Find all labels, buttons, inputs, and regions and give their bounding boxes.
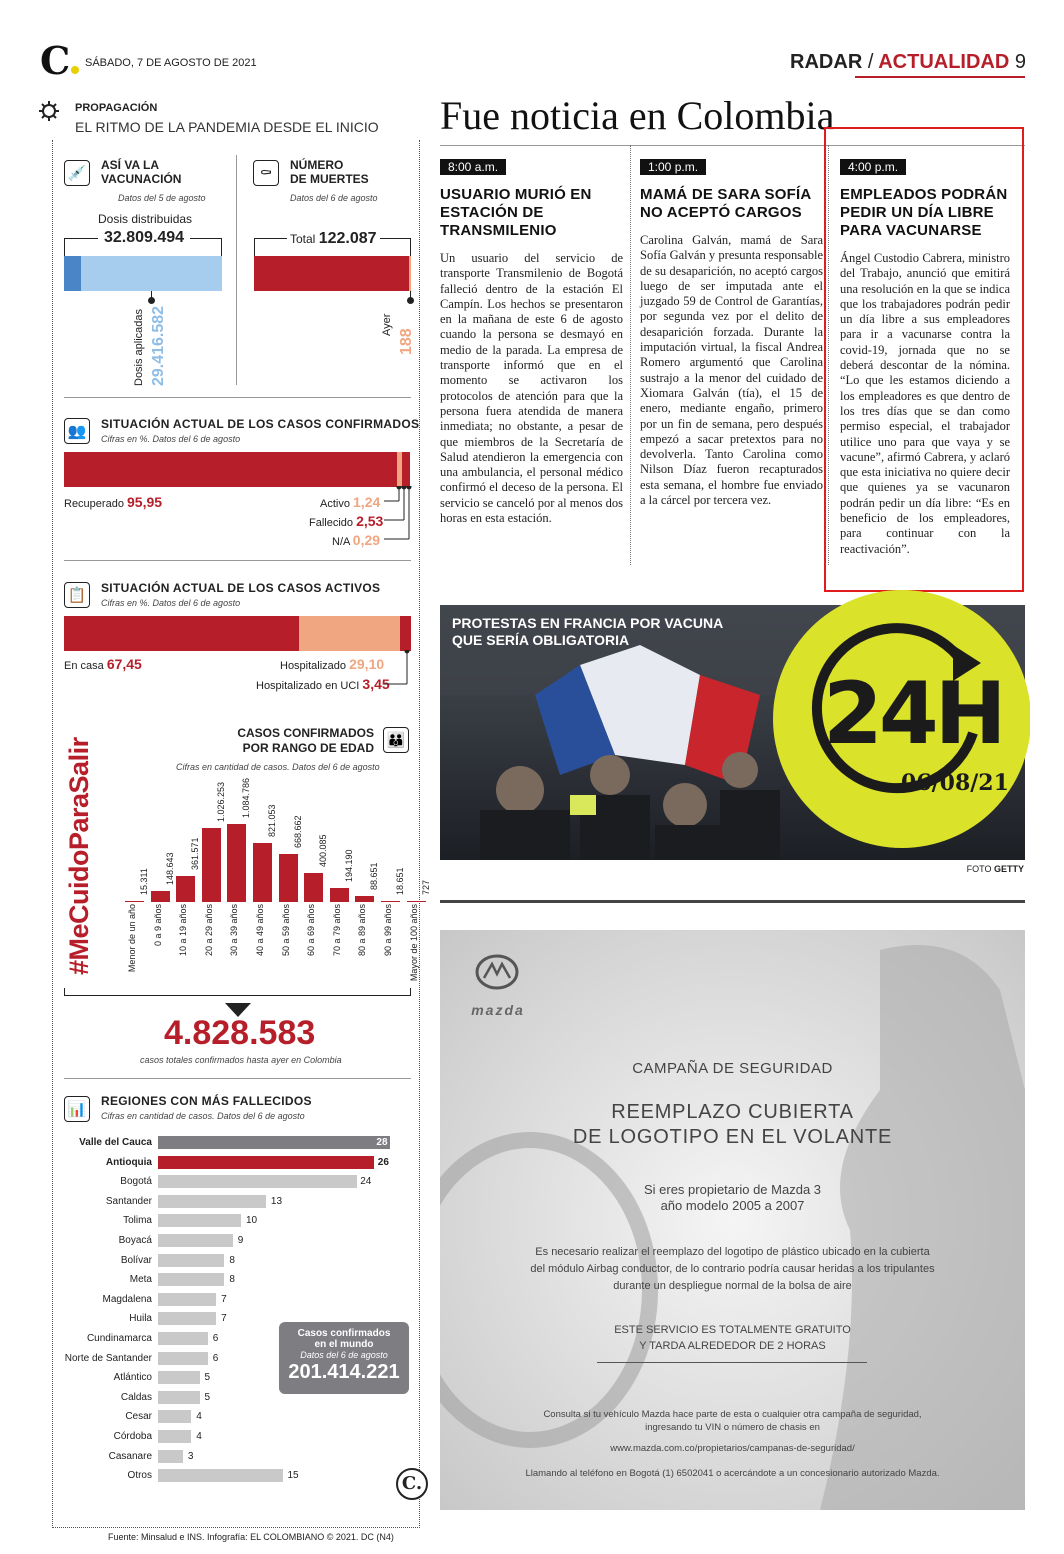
age-bar	[151, 891, 170, 902]
region-label: Córdoba	[113, 1431, 152, 1442]
na-stat: N/A 0,29	[332, 532, 381, 548]
home-stat: En casa 67,45	[64, 656, 142, 672]
age-value-label: 148.643	[164, 852, 175, 886]
dead-stat: Fallecido 2,53	[309, 513, 384, 529]
age-category-label: 10 a 19 años	[178, 904, 189, 957]
region-value: 8	[229, 1254, 235, 1266]
region-value: 28	[376, 1137, 388, 1148]
age-category-label: 30 a 39 años	[229, 904, 240, 957]
region-label: Atlántico	[113, 1372, 152, 1384]
icu-bar	[400, 616, 411, 651]
age-bar	[125, 901, 144, 902]
region-bar	[158, 1273, 224, 1286]
vaccination-title: ASÍ VA LA VACUNACIÓN	[101, 158, 182, 186]
region-bar	[158, 1371, 200, 1384]
region-bar	[158, 1312, 216, 1325]
age-note: Cifras en cantidad de casos. Datos del 6 de agosto	[176, 762, 380, 772]
applied-label: Dosis aplicadas	[133, 308, 145, 386]
virus-icon	[38, 100, 60, 122]
ad-title: CAMPAÑA DE SEGURIDAD	[632, 1060, 833, 1077]
region-bar	[158, 1469, 283, 1482]
section-actualidad: ACTUALIDAD	[878, 51, 1010, 73]
region-bar	[158, 1195, 266, 1208]
age-category-label: 50 a 59 años	[280, 904, 291, 957]
region-bar	[158, 1391, 200, 1404]
region-label: Tolima	[123, 1215, 152, 1227]
age-value-label: 361.571	[190, 837, 201, 870]
region-label: Huila	[129, 1313, 152, 1325]
age-category-label: Mayor de 100 años	[408, 904, 419, 982]
ad-body: Es necesario realizar el reemplazo del logotipo de plástico ubicado en la cubierta del módulo Airbag conductor, de lo contrario podría causar heridas a los tripulantes durante un despliegue normal de la bolsa de aire	[530, 1246, 935, 1292]
age-bar	[330, 888, 349, 902]
region-value: 15	[287, 1470, 299, 1482]
region-value: 10	[246, 1215, 258, 1227]
ad-check: Consulta si tu vehículo Mazda hace parte de esta o cualquier otra campaña de seguridad, ingresando tu VIN o número de chasis en	[543, 1409, 922, 1433]
header-date: SÁBADO, 7 DE AGOSTO DE 2021	[85, 57, 257, 69]
region-label: Casanare	[108, 1450, 152, 1462]
badge-24h	[773, 568, 1030, 860]
news-body-1: Un usuario del servicio de transporte Transmilenio de Bogotá falleció dentro de la estación El Campín. Los hechos se presentaron en la mañana de este 6 de agosto cuando la persona se desmayó en medio de la parada. La empresa de transporte informó que en el momento se activaron los protocolos de atención para que la persona fuera atendida de manera inmediata; no obstante, a pesar de que miembros de la Secretaría de Salud atendieron la emergencia con una ambulancia, el personal médico confirmó el deceso de la persona. El servicio se canceló por al menos dos horas en esta estación.	[440, 251, 623, 526]
region-value: 24	[360, 1176, 372, 1188]
region-label: Bogotá	[120, 1176, 152, 1188]
region-value: 3	[187, 1450, 194, 1462]
region-bar	[158, 1156, 374, 1169]
region-value: 7	[221, 1313, 227, 1325]
regions-title: REGIONES CON MÁS FALLECIDOS	[101, 1094, 312, 1108]
news-column-1	[440, 158, 623, 526]
coffin-icon: ⚰	[253, 160, 279, 186]
region-value: 7	[221, 1293, 227, 1305]
infographic-title: EL RITMO DE LA PANDEMIA DESDE EL INICIO	[75, 119, 379, 135]
age-bar	[176, 876, 195, 902]
region-bar	[158, 1450, 183, 1463]
region-bar	[158, 1293, 216, 1306]
age-value-label: 194.190	[343, 849, 354, 883]
section-header: RADAR / ACTUALIDAD 9	[790, 51, 1026, 73]
confirmed-title: SITUACIÓN ACTUAL DE LOS CASOS CONFIRMADOS	[101, 417, 420, 431]
age-bar	[279, 854, 298, 902]
region-value: 9	[237, 1235, 244, 1246]
age-value-label: 400.085	[318, 834, 329, 868]
region-value: 4	[196, 1431, 202, 1442]
distributed-label: Dosis distribuidas	[98, 212, 193, 226]
news-column-2	[640, 158, 823, 508]
age-value-label: 88.651	[369, 862, 380, 890]
age-category-label: 70 a 79 años	[331, 904, 342, 957]
age-value-label: 821.053	[267, 804, 277, 837]
news-time-2: 1:00 p.m.	[640, 159, 706, 175]
active-note: Cifras en %. Datos del 6 de agosto	[101, 598, 241, 608]
news-body-3: Ángel Custodio Cabrera, ministro del Trabajo, anunció que emitirá una resolución en la que se indica que los trabajadores podrán pedir un día libre a sus empleadores para ir a vacunarse contra la covid-19, jornada que no se deberá descontar de la nómina. “Lo que les estamos diciendo a los empleadores es que dentro de los tres días que se dan como permiso especial, el trabajador utilice uno para que vaya y se vacune”, afirmó Cabrera, y aclaró que esta iniciativa no quiere decir que quienes ya se vacunaron podrán pedir un día libre: “Es en beneficio de los empleadores, para continuar con la reactivación”.	[840, 251, 1010, 556]
age-bar	[227, 824, 246, 902]
region-value: 13	[270, 1195, 283, 1207]
age-value-label: 18.651	[395, 867, 405, 895]
bar-chart-icon: 📊	[64, 1096, 90, 1122]
badge-date: 06/08/21	[901, 770, 1009, 796]
region-bar	[158, 1332, 208, 1345]
region-label: Norte de Santander	[64, 1352, 152, 1364]
region-label: Bolívar	[120, 1254, 152, 1266]
region-label: Valle del Cauca	[79, 1137, 152, 1148]
photo-credit: FOTO GETTY	[966, 864, 1024, 874]
active-title: SITUACIÓN ACTUAL DE LOS CASOS ACTIVOS	[101, 581, 381, 595]
region-label: Otros	[127, 1470, 152, 1482]
infographic-kicker: PROPAGACIÓN	[75, 102, 158, 114]
age-bar	[304, 873, 323, 902]
hospital-stat: Hospitalizado 29,10	[280, 656, 385, 672]
hashtag-text: #MeCuidoParaSalir	[64, 737, 94, 975]
newspaper-logo: C	[40, 38, 79, 83]
deaths-yesterday-label: Ayer	[381, 313, 393, 336]
age-value-label: 1.084.786	[241, 777, 252, 818]
region-bar	[158, 1175, 357, 1188]
age-bar	[202, 828, 221, 902]
vaccine-remaining-bar	[64, 256, 81, 291]
confirmed-leader-lines	[380, 486, 416, 546]
region-value: 5	[204, 1391, 211, 1403]
age-value-label: 15.311	[139, 868, 149, 895]
confirmed-note: Cifras en %. Datos del 6 de agosto	[101, 434, 241, 444]
regions-note: Cifras en cantidad de casos. Datos del 6 de agosto	[101, 1111, 305, 1121]
deaths-yesterday-bar	[409, 256, 411, 291]
age-total-note: casos totales confirmados hasta ayer en Colombia	[140, 1055, 342, 1065]
news-title: Fue noticia en Colombia	[440, 93, 835, 138]
region-value: 8	[229, 1274, 235, 1286]
news-column-3	[840, 158, 1010, 557]
icu-stat: Hospitalizado en UCI 3,45	[256, 676, 390, 692]
region-value: 26	[377, 1156, 389, 1168]
ad-owner: Si eres propietario de Mazda 3 año modelo 2005 a 2007	[643, 1182, 822, 1213]
deaths-note: Datos del 6 de agosto	[290, 193, 378, 203]
age-category-label: 60 a 69 años	[306, 904, 317, 957]
ad-phone: Llamando al teléfono en Bogotá (1) 6502041 o acercándote a un concesionario autorizado Mazda.	[525, 1468, 940, 1479]
news-headline-2: MAMÁ DE SARA SOFÍA NO ACEPTÓ CARGOS	[640, 186, 811, 221]
age-value-label: 1.026.253	[215, 782, 226, 823]
footer-logo: C.	[396, 1468, 428, 1500]
people-icon: 👥	[64, 418, 90, 444]
age-total: 4.828.583	[164, 1014, 316, 1052]
distributed-value: 32.809.494	[104, 229, 185, 246]
region-label: Cesar	[125, 1411, 152, 1423]
region-bar	[158, 1234, 233, 1247]
regions-chart	[60, 1136, 420, 1486]
age-value-label: 668.662	[292, 815, 303, 848]
news-headline-1: USUARIO MURIÓ EN ESTACIÓN DE TRANSMILENIO	[440, 186, 592, 239]
region-value: 4	[196, 1411, 202, 1423]
region-label: Caldas	[120, 1391, 152, 1403]
region-label: Meta	[129, 1274, 152, 1286]
badge-text: 24H	[823, 664, 1003, 764]
age-bar	[407, 901, 426, 902]
region-bar	[158, 1214, 241, 1227]
age-bar	[381, 901, 400, 902]
world-cases-box: Casos confirmados en el mundo Datos del 6 de agosto 201.414.221	[279, 1322, 409, 1394]
page-number: 9	[1014, 51, 1026, 73]
mazda-brand: mazda	[471, 1002, 525, 1018]
vaccination-note: Datos del 5 de agosto	[118, 193, 206, 203]
age-bar	[355, 896, 374, 902]
region-label: Boyacá	[118, 1235, 152, 1246]
home-bar	[64, 616, 299, 651]
mazda-logo-icon	[462, 950, 532, 1000]
age-category-label: 0 a 9 años	[152, 904, 163, 947]
section-underline	[855, 76, 1025, 78]
deaths-title: NÚMERO DE MUERTES	[290, 158, 369, 186]
region-bar	[158, 1410, 191, 1423]
region-bar	[158, 1430, 191, 1443]
region-bar	[158, 1136, 390, 1149]
age-category-label: 80 a 89 años	[357, 904, 368, 957]
section-radar: RADAR	[790, 51, 863, 73]
hospital-bar	[299, 616, 400, 651]
region-label: Santander	[105, 1195, 152, 1207]
region-bar	[158, 1352, 208, 1365]
vaccine-distributed-bar	[64, 256, 222, 291]
active-leader-lines	[380, 650, 416, 690]
photo-caption: PROTESTAS EN FRANCIA POR VACUNA QUE SERÍA OBLIGATORIA	[452, 615, 723, 648]
group-icon: 👪	[383, 727, 409, 753]
ad-url[interactable]: www.mazda.com.co/propietarios/campanas-de-seguridad/	[610, 1443, 855, 1454]
syringe-icon: 💉	[64, 160, 90, 186]
age-category-label: Menor de un año	[127, 904, 137, 973]
applied-value: 29.416.582	[150, 305, 167, 386]
age-bar	[253, 843, 272, 902]
ad-free: ESTE SERVICIO ES TOTALMENTE GRATUITO Y TARDA ALREDEDOR DE 2 HORAS	[614, 1324, 851, 1352]
age-chart	[110, 777, 431, 997]
news-time-1: 8:00 a.m.	[440, 159, 506, 175]
region-value: 5	[204, 1372, 211, 1384]
region-label: Magdalena	[102, 1293, 152, 1305]
age-category-label: 40 a 49 años	[255, 904, 265, 957]
recovered-bar	[64, 452, 397, 487]
region-label: Cundinamarca	[86, 1333, 152, 1344]
age-category-label: 90 a 99 años	[383, 904, 393, 957]
news-time-3: 4:00 p.m.	[840, 159, 906, 175]
region-label: Antioquia	[105, 1156, 152, 1168]
age-value-label: 727	[420, 879, 431, 895]
news-headline-3: EMPLEADOS PODRÁN PEDIR UN DÍA LIBRE PARA VACUNARSE	[840, 186, 1008, 239]
recovered-stat: Recuperado 95,95	[64, 494, 163, 510]
deaths-yesterday-value: 188	[398, 328, 415, 355]
mazda-ad	[440, 930, 1025, 1510]
active-stat: Activo 1,24	[320, 494, 381, 510]
dead-bar	[402, 452, 410, 487]
age-title: CASOS CONFIRMADOS POR RANGO DE EDAD	[237, 726, 374, 755]
ad-headline: REEMPLAZO CUBIERTA DE LOGOTIPO EN EL VOLANTE	[572, 1101, 893, 1148]
news-body-2: Carolina Galván, mamá de Sara Sofía Galván y presunta responsable de su desaparición, no aceptó cargos luego de ser imputada ante el juzgado 59 de Control de Garantías, por segunda vez por el delito de desaparición forzada. Durante la imputación virtual, la fiscal Andrea Romero argumentó que Carolina sustrajo a la menor del cuidado de Xiomara Galván (tía), el 15 de enero, mediante engaño, primero por un fin de semana, pero después empezó a sacar pretextos para no devolverla. Tanto Carolina como Nilson Díaz fueron recapturados esta semana, el hombre fue enviado a la cárcel por tercera vez.	[640, 233, 823, 508]
deaths-total: Total 122.087	[290, 230, 377, 247]
deaths-total-bar	[254, 256, 411, 291]
infographic-source: Fuente: Minsalud e INS. Infografía: EL COLOMBIANO © 2021. DC (N4)	[108, 1532, 394, 1542]
region-bar	[158, 1254, 224, 1267]
clipboard-icon: 📋	[64, 582, 90, 608]
region-value: 6	[212, 1352, 219, 1364]
age-category-label: 20 a 29 años	[203, 904, 214, 957]
region-value: 6	[212, 1333, 219, 1344]
